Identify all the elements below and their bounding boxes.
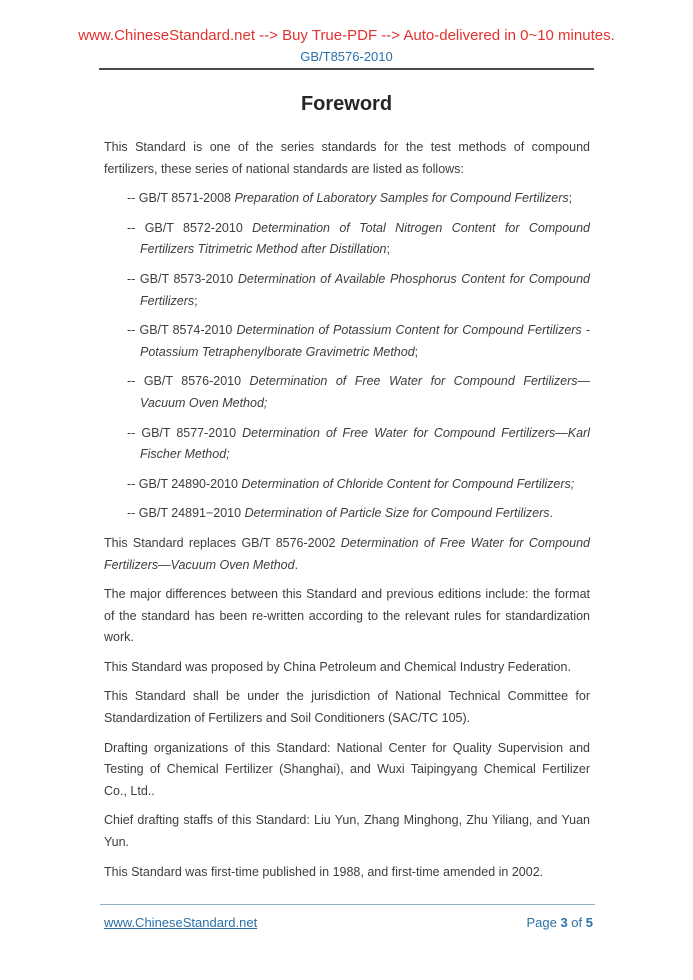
page-title: Foreword — [300, 93, 393, 115]
paragraph: Chief drafting staffs of this Standard: Liu Yun, Zhang Minghong, Zhu Yiliang, and Yuan Yun. — [104, 813, 590, 850]
standard-list-item: -- GB/T 8571-2008 Preparation of Laboratory Samples for Compound Fertilizers; — [127, 191, 573, 206]
paragraph: Drafting organizations of this Standard: National Center for Quality Supervision and Testing of Chemical Fertilizer (Shanghai), and Wuxi Taipingyang Chemical Fertilizer Co., Ltd.. — [104, 740, 590, 798]
paragraph: The major differences between this Standard and previous editions include: the format of the standard has been re-written according to the relevant rules for standardization work. — [104, 587, 590, 645]
page-footer — [104, 914, 593, 932]
paragraph: This Standard is one of the series standards for the test methods of compound fertilizers, these series of national standards are listed as follows: — [104, 140, 590, 176]
standard-list-item: -- GB/T 24890-2010 Determination of Chloride Content for Compound Fertilizers; — [127, 476, 575, 491]
standard-number: GB/T8576-2010 — [300, 49, 393, 64]
standard-list-item: -- GB/T 8573-2010 Determination of Available Phosphorus Content for Compound Fertilizers; — [127, 271, 591, 308]
standard-list-item: -- GB/T 8577-2010 Determination of Free Water for Compound Fertilizers—Karl Fischer Method; — [127, 425, 590, 462]
paragraph: This Standard was first-time published in 1988, and first-time amended in 2002. — [104, 864, 544, 879]
standard-list-item: -- GB/T 8576-2010 Determination of Free Water for Compound Fertilizers—Vacuum Oven Method; — [127, 374, 590, 410]
footer-rule — [100, 904, 595, 905]
header-rule — [99, 68, 594, 70]
page-indicator: Page 3 of 5 — [526, 915, 593, 930]
standard-list-item: -- GB/T 8572-2010 Determination of Total Nitrogen Content for Compound Fertilizers Titrimetric Method after Distillation; — [127, 220, 591, 257]
promo-banner: www.ChineseStandard.net --> Buy True-PDF --> Auto-delivered in 0~10 minutes. — [78, 27, 615, 44]
footer-site-link[interactable]: www.ChineseStandard.net — [104, 915, 258, 930]
paragraph: This Standard replaces GB/T 8576-2002 Determination of Free Water for Compound Fertilizers—Vacuum Oven Method. — [104, 535, 590, 572]
document-body — [104, 137, 590, 883]
standard-list-item: -- GB/T 24891−2010 Determination of Particle Size for Compound Fertilizers. — [127, 506, 554, 521]
standard-list-item: -- GB/T 8574-2010 Determination of Potassium Content for Compound Fertilizers - Potassium Tetraphenylborate Gravimetric Method; — [127, 323, 590, 359]
paragraph: This Standard was proposed by China Petroleum and Chemical Industry Federation. — [104, 659, 571, 674]
paragraph: This Standard shall be under the jurisdiction of National Technical Committee for Standardization of Fertilizers and Soil Conditioners (SAC/TC 105). — [104, 689, 590, 726]
